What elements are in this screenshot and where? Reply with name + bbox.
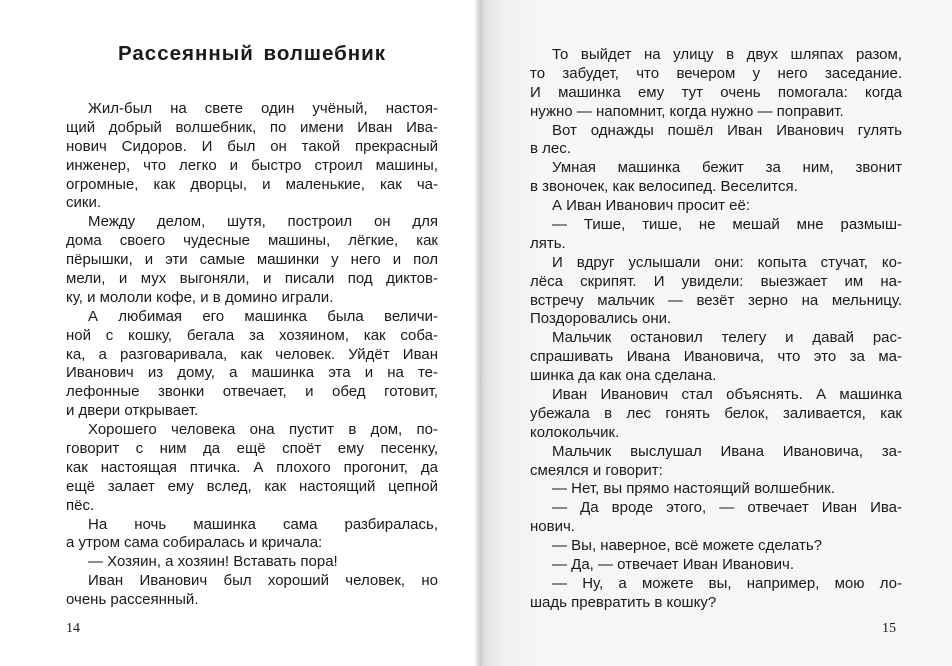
text-line: а утром сама собиралась и кричала: (66, 534, 323, 552)
text-line: Вот однажды пошёл Иван Иванович гулять (552, 121, 902, 139)
text-line: шадь превратить в кошку? (530, 593, 717, 611)
text-line: Между делом, шутя, построил он для (88, 213, 438, 231)
text-line: Хорошего человека она пустит в дом, по- (88, 421, 438, 439)
text-line: Мальчик выслушал Ивана Ивановича, за- (552, 442, 902, 460)
text-line: На ночь машинка сама разбиралась, (88, 515, 438, 533)
chapter-title: Рассеянный волшебник (118, 42, 387, 65)
text-line: встречу мальчик — везёт зерно на мельницу. (530, 291, 902, 309)
text-line: ку, и мололи кофе, и в домино играли. (66, 288, 334, 306)
text-line: — Вы, наверное, всё можете сделать? (552, 537, 822, 555)
text-line: и двери открывает. (66, 402, 199, 420)
text-line: щий добрый волшебник, по имени Иван Ива- (66, 118, 438, 136)
text-line: И вдруг услышали они: копыта стучат, ко- (552, 253, 902, 271)
text-line: лёса скрипят. И увидели: выезжает им на- (530, 272, 902, 290)
left-page-text (66, 100, 438, 610)
text-line: лефонные звонки отвечает, и обед готовит, (66, 383, 438, 401)
right-page (478, 0, 952, 666)
text-line: И машинка ему тут очень помогала: когда (530, 83, 902, 101)
text-line: как настоящая птичка. А плохого прогонит, да (66, 458, 438, 476)
text-line: — Ну, а можете вы, например, мою ло- (552, 574, 902, 592)
text-line: сики. (66, 194, 101, 212)
text-line: А любимая его машинка была величи- (88, 307, 438, 325)
text-line: нович Сидоров. И был он такой прекрасный (66, 137, 438, 155)
text-line: мели, и мух выгоняли, и писали под диктов- (66, 270, 438, 288)
text-line: Иван Иванович был хороший человек, но (88, 572, 438, 590)
page-number-right: 15 (882, 621, 896, 636)
text-line: Иванович из дому, а машинка эта и на те- (66, 364, 438, 382)
text-line: смеялся и говорит: (530, 461, 663, 479)
text-line: — Да, — отвечает Иван Иванович. (552, 556, 794, 574)
page-number-left: 14 (66, 621, 80, 636)
text-line: ной с кошку, бегала за хозяином, как соба- (66, 326, 438, 344)
text-line: Мальчик остановил телегу и давай рас- (552, 329, 902, 347)
text-line: — Хозяин, а хозяин! Вставать пора! (88, 553, 338, 571)
text-line: шинка да как она сделана. (530, 367, 717, 385)
text-line: Иван Иванович стал объяснять. А машинка (552, 386, 902, 404)
text-line: — Тише, тише, не мешай мне размыш- (552, 216, 902, 234)
text-line: дома своего чудесные машины, лёгкие, как (66, 232, 438, 250)
text-line: то забудет, что вечером у него заседание. (530, 64, 902, 82)
text-line: лять. (530, 234, 566, 252)
text-line: ка, а разговаривала, как человек. Уйдёт Иван (66, 345, 438, 363)
text-line: — Нет, вы прямо настоящий волшебник. (552, 480, 835, 498)
text-line: спрашивать Ивана Ивановича, что это за ма- (530, 348, 902, 366)
text-line: нужно — напомнит, когда нужно — поправит. (530, 102, 844, 120)
text-line: убежала в лес гонять белок, заливается, как (530, 404, 902, 422)
text-line: в лес. (530, 140, 571, 158)
text-line: нович. (530, 518, 575, 536)
text-line: в звоночек, как велосипед. Веселится. (530, 178, 798, 196)
text-line: А Иван Иванович просит её: (552, 197, 751, 215)
text-line: — Да вроде этого, — отвечает Иван Ива- (552, 499, 902, 517)
text-line: пёс. (66, 496, 95, 514)
text-line: Жил-был на свете один учёный, настоя- (88, 100, 438, 117)
text-line: инженер, что легко и быстро строил машины, (66, 156, 438, 174)
text-line: пёрышки, и эти самые машинки у него и пол (66, 251, 438, 269)
right-page-text (530, 46, 902, 613)
text-line: колокольчик. (530, 423, 620, 441)
text-line: Умная машинка бежит за ним, звонит (552, 159, 902, 177)
text-line: говорит с ним да ещё споёт ему песенку, (66, 440, 438, 458)
text-line: очень рассеянный. (66, 591, 199, 609)
text-line: Поздоровались они. (530, 310, 672, 328)
text-line: огромные, как дворцы, и маленькие, как ча- (66, 175, 438, 193)
text-line: То выйдет на улицу в двух шляпах разом, (552, 46, 902, 63)
text-line: ещё залает ему вслед, как настоящий цепной (66, 477, 438, 495)
book-gutter (474, 0, 482, 666)
